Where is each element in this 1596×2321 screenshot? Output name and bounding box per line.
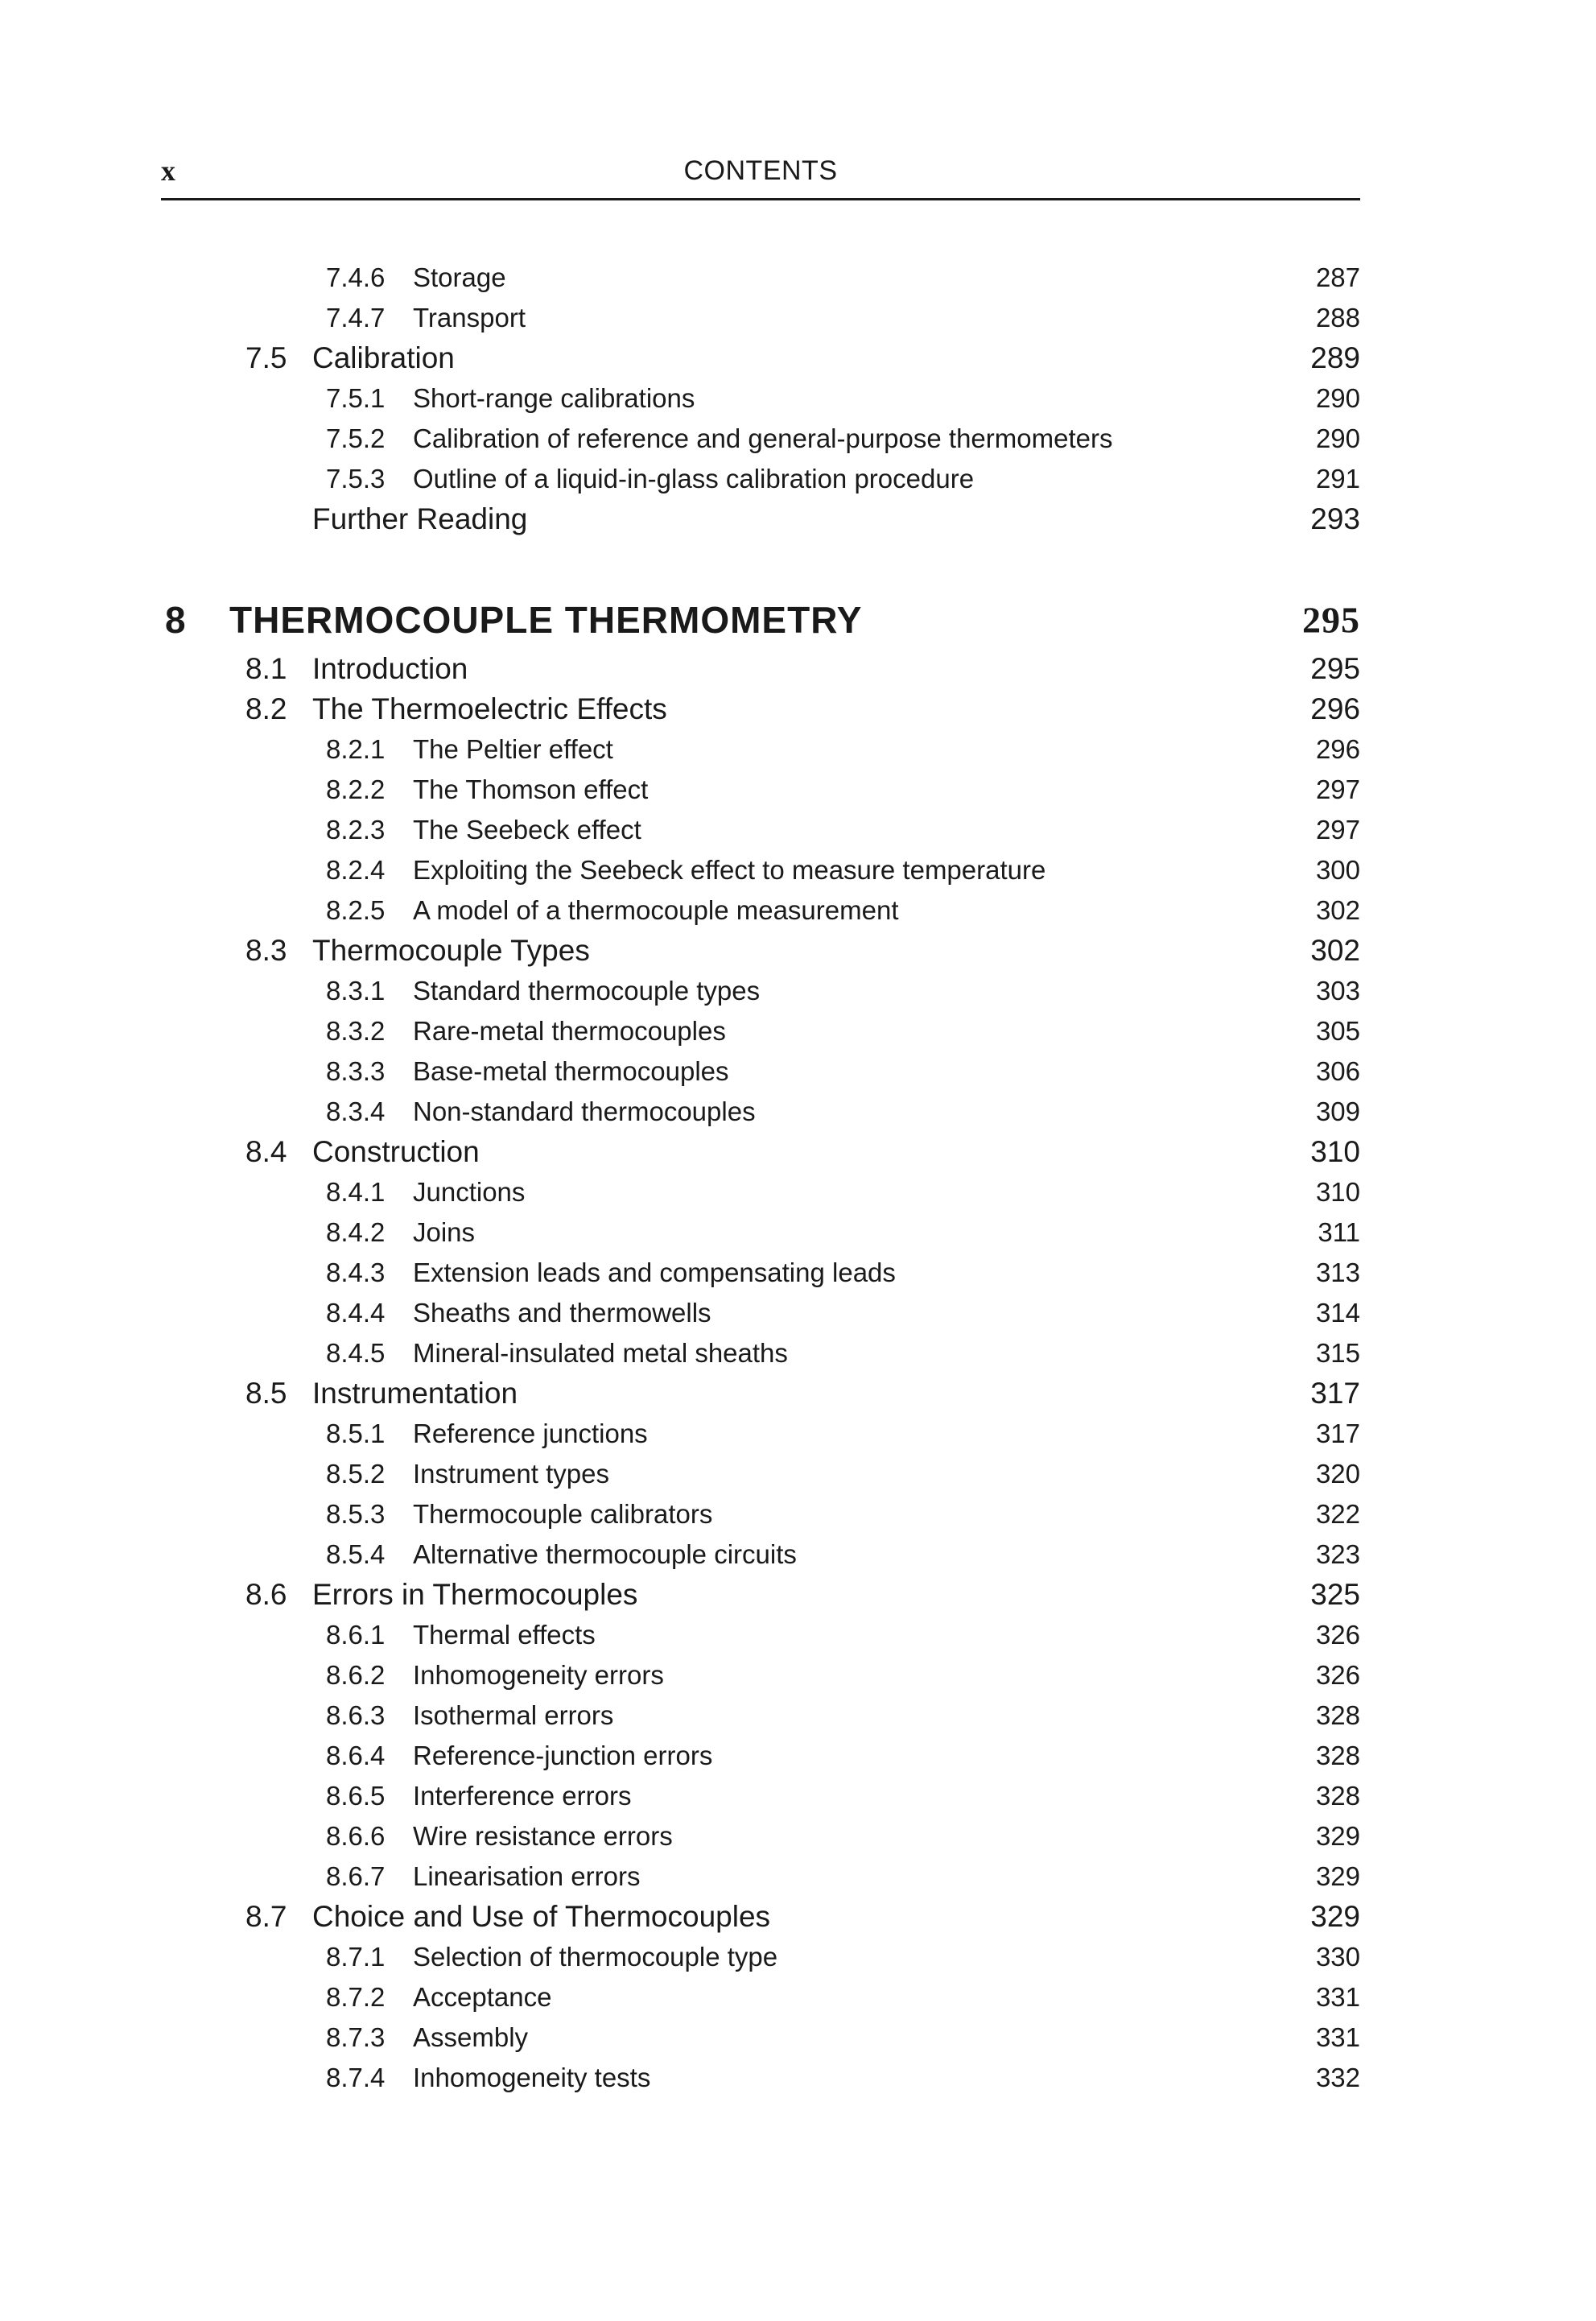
entry-page-number: 305 bbox=[1315, 1016, 1360, 1046]
entry-page-number: 322 bbox=[1315, 1499, 1360, 1529]
entry-page-number: 289 bbox=[1310, 341, 1360, 374]
entry-page-number: 331 bbox=[1315, 2022, 1360, 2052]
toc-subsection-entry bbox=[161, 2058, 1360, 2098]
toc-section-entry bbox=[161, 1132, 1360, 1172]
entry-title: Introduction bbox=[312, 652, 468, 685]
entry-title: Acceptance bbox=[413, 1982, 552, 2012]
toc-subsection-entry bbox=[161, 1172, 1360, 1212]
chapter-spacer bbox=[161, 539, 1360, 597]
toc-subsection-entry bbox=[161, 1494, 1360, 1534]
entry-number: 8.6.2 bbox=[326, 1660, 386, 1690]
entry-title: Thermocouple Types bbox=[312, 934, 590, 967]
entry-title: Storage bbox=[413, 262, 506, 292]
entry-number: 8.3.4 bbox=[326, 1096, 386, 1126]
chapter-page-number: 295 bbox=[1302, 599, 1360, 641]
entry-page-number: 311 bbox=[1318, 1217, 1360, 1247]
entry-number: 8.6.6 bbox=[326, 1821, 386, 1851]
entry-title: Wire resistance errors bbox=[413, 1821, 673, 1851]
entry-number: 8.7 bbox=[245, 1900, 287, 1933]
entry-page-number: 302 bbox=[1310, 934, 1360, 967]
toc-subsection-entry bbox=[161, 1977, 1360, 2017]
entry-title: Sheaths and thermowells bbox=[413, 1298, 711, 1328]
entry-page-number: 302 bbox=[1315, 895, 1360, 925]
entry-title: Outline of a liquid-in-glass calibration procedure bbox=[413, 464, 975, 494]
toc-section-entry bbox=[161, 338, 1360, 378]
toc-section-entry bbox=[161, 689, 1360, 729]
toc-subsection-entry bbox=[161, 850, 1360, 890]
toc-subsection-entry bbox=[161, 258, 1360, 298]
entry-page-number: 325 bbox=[1310, 1578, 1360, 1611]
entry-number: 8.7.4 bbox=[326, 2063, 386, 2092]
toc-subsection-entry bbox=[161, 1937, 1360, 1977]
toc-section-entry bbox=[161, 931, 1360, 971]
entry-title: A model of a thermocouple measurement bbox=[413, 895, 899, 925]
entry-page-number: 330 bbox=[1315, 1942, 1360, 1972]
entry-number: 8.2.4 bbox=[326, 855, 386, 885]
running-header bbox=[161, 153, 1360, 200]
entry-title: Thermocouple calibrators bbox=[413, 1499, 713, 1529]
entry-title: Calibration of reference and general-purpose thermometers bbox=[413, 423, 1113, 453]
entry-page-number: 288 bbox=[1315, 303, 1360, 332]
toc-section-entry bbox=[161, 1897, 1360, 1937]
entry-title: Standard thermocouple types bbox=[413, 976, 761, 1006]
entry-title: Alternative thermocouple circuits bbox=[413, 1539, 797, 1569]
entry-page-number: 303 bbox=[1315, 976, 1360, 1006]
entry-page-number: 310 bbox=[1315, 1177, 1360, 1207]
toc-subsection-entry bbox=[161, 1212, 1360, 1253]
entry-page-number: 326 bbox=[1315, 1660, 1360, 1690]
toc-subsection-entry bbox=[161, 378, 1360, 419]
entry-number: 8.2.5 bbox=[326, 895, 386, 925]
entry-number: 8.4.5 bbox=[326, 1338, 386, 1368]
entry-page-number: 323 bbox=[1315, 1539, 1360, 1569]
entry-page-number: 297 bbox=[1315, 774, 1360, 804]
entry-title: Instrumentation bbox=[312, 1377, 518, 1410]
toc-section-entry bbox=[161, 499, 1360, 539]
toc-section-entry bbox=[161, 649, 1360, 689]
entry-number: 8.6.4 bbox=[326, 1741, 386, 1770]
entry-number: 8.4.4 bbox=[326, 1298, 386, 1328]
entry-title: The Thomson effect bbox=[413, 774, 649, 804]
entry-number: 8.7.3 bbox=[326, 2022, 386, 2052]
entry-number: 8.2.3 bbox=[326, 815, 386, 845]
toc-subsection-entry bbox=[161, 459, 1360, 499]
entry-title: Construction bbox=[312, 1135, 480, 1168]
entry-number: 8.3.1 bbox=[326, 976, 386, 1006]
entry-number: 8.5.1 bbox=[326, 1419, 386, 1448]
entry-page-number: 309 bbox=[1315, 1096, 1360, 1126]
entry-page-number: 329 bbox=[1315, 1861, 1360, 1891]
toc-subsection-entry bbox=[161, 1011, 1360, 1051]
entry-number: 8.5.2 bbox=[326, 1459, 386, 1489]
entry-page-number: 314 bbox=[1315, 1298, 1360, 1328]
toc-subsection-entry bbox=[161, 1092, 1360, 1132]
entry-page-number: 328 bbox=[1315, 1781, 1360, 1811]
toc-subsection-entry bbox=[161, 890, 1360, 931]
entry-page-number: 300 bbox=[1315, 855, 1360, 885]
entry-number: 8.5 bbox=[245, 1377, 287, 1410]
toc-subsection-entry bbox=[161, 1253, 1360, 1293]
toc-subsection-entry bbox=[161, 971, 1360, 1011]
entry-page-number: 310 bbox=[1310, 1135, 1360, 1168]
entry-page-number: 328 bbox=[1315, 1741, 1360, 1770]
entry-title: Base-metal thermocouples bbox=[413, 1056, 729, 1086]
toc-subsection-entry bbox=[161, 1655, 1360, 1695]
entry-title: Joins bbox=[413, 1217, 476, 1247]
entry-title: Reference junctions bbox=[413, 1419, 648, 1448]
toc-subsection-entry bbox=[161, 298, 1360, 338]
entry-number: 8.4 bbox=[245, 1135, 287, 1168]
entry-number: 7.4.6 bbox=[326, 262, 386, 292]
entry-title: Interference errors bbox=[413, 1781, 632, 1811]
entry-page-number: 290 bbox=[1315, 383, 1360, 413]
entry-page-number: 313 bbox=[1315, 1258, 1360, 1287]
entry-title: Further Reading bbox=[312, 502, 528, 535]
toc-subsection-entry bbox=[161, 1051, 1360, 1092]
entry-title: Instrument types bbox=[413, 1459, 609, 1489]
entry-number: 7.5 bbox=[245, 341, 287, 374]
toc-subsection-entry bbox=[161, 1776, 1360, 1816]
toc-subsection-entry bbox=[161, 1534, 1360, 1575]
toc-subsection-entry bbox=[161, 1293, 1360, 1333]
entry-title: Extension leads and compensating leads bbox=[413, 1258, 896, 1287]
entry-number: 8.6 bbox=[245, 1578, 287, 1611]
entry-title: Exploiting the Seebeck effect to measure temperature bbox=[413, 855, 1046, 885]
toc-subsection-entry bbox=[161, 1695, 1360, 1736]
table-of-contents bbox=[161, 258, 1360, 2098]
entry-number: 7.5.2 bbox=[326, 423, 386, 453]
entry-title: Thermal effects bbox=[413, 1620, 596, 1650]
entry-number: 8.4.2 bbox=[326, 1217, 386, 1247]
entry-title: Junctions bbox=[413, 1177, 526, 1207]
entry-number: 7.5.1 bbox=[326, 383, 386, 413]
entry-title: The Peltier effect bbox=[413, 734, 613, 764]
chapter-title: THERMOCOUPLE THERMOMETRY bbox=[229, 599, 863, 641]
entry-title: Inhomogeneity errors bbox=[413, 1660, 664, 1690]
toc-subsection-entry bbox=[161, 1454, 1360, 1494]
entry-number: 8.6.3 bbox=[326, 1700, 386, 1730]
toc-subsection-entry bbox=[161, 729, 1360, 770]
entry-title: Isothermal errors bbox=[413, 1700, 614, 1730]
chapter-number: 8 bbox=[165, 599, 187, 641]
running-title: CONTENTS bbox=[683, 155, 838, 186]
toc-subsection-entry bbox=[161, 810, 1360, 850]
entry-title: Short-range calibrations bbox=[413, 383, 695, 413]
toc-subsection-entry bbox=[161, 1736, 1360, 1776]
entry-number: 8.3.2 bbox=[326, 1016, 386, 1046]
chapter-entries bbox=[161, 649, 1360, 2098]
entry-number: 8.6.5 bbox=[326, 1781, 386, 1811]
entry-title: Inhomogeneity tests bbox=[413, 2063, 651, 2092]
entry-number: 7.4.7 bbox=[326, 303, 386, 332]
entry-page-number: 332 bbox=[1315, 2063, 1360, 2092]
entry-page-number: 287 bbox=[1315, 262, 1360, 292]
chapter-spacer-after bbox=[161, 642, 1360, 649]
entry-page-number: 290 bbox=[1315, 423, 1360, 453]
entry-number: 8.7.1 bbox=[326, 1942, 386, 1972]
entry-number: 8.4.1 bbox=[326, 1177, 386, 1207]
entry-number: 8.3 bbox=[245, 934, 287, 967]
entry-page-number: 329 bbox=[1315, 1821, 1360, 1851]
entry-number: 8.3.3 bbox=[326, 1056, 386, 1086]
entry-title: Rare-metal thermocouples bbox=[413, 1016, 726, 1046]
page-folio: x bbox=[161, 155, 175, 187]
toc-section-entry bbox=[161, 1575, 1360, 1615]
entry-page-number: 293 bbox=[1310, 502, 1360, 535]
entry-page-number: 326 bbox=[1315, 1620, 1360, 1650]
toc-subsection-entry bbox=[161, 1856, 1360, 1897]
toc-section-entry bbox=[161, 1373, 1360, 1414]
entry-page-number: 317 bbox=[1310, 1377, 1360, 1410]
entry-number: 8.5.3 bbox=[326, 1499, 386, 1529]
entry-title: Calibration bbox=[312, 341, 455, 374]
toc-subsection-entry bbox=[161, 1414, 1360, 1454]
entry-title: Mineral-insulated metal sheaths bbox=[413, 1338, 788, 1368]
entry-title: Reference-junction errors bbox=[413, 1741, 713, 1770]
entry-title: Selection of thermocouple type bbox=[413, 1942, 778, 1972]
entry-page-number: 297 bbox=[1315, 815, 1360, 845]
entry-number: 8.2.2 bbox=[326, 774, 386, 804]
entry-number: 8.7.2 bbox=[326, 1982, 386, 2012]
entry-page-number: 306 bbox=[1315, 1056, 1360, 1086]
entry-number: 8.1 bbox=[245, 652, 287, 685]
entry-page-number: 331 bbox=[1315, 1982, 1360, 2012]
entry-title: Transport bbox=[413, 303, 526, 332]
toc-subsection-entry bbox=[161, 770, 1360, 810]
toc-subsection-entry bbox=[161, 419, 1360, 459]
chapter-heading bbox=[161, 597, 1360, 642]
entry-page-number: 328 bbox=[1315, 1700, 1360, 1730]
entry-number: 7.5.3 bbox=[326, 464, 386, 494]
entry-title: Non-standard thermocouples bbox=[413, 1096, 756, 1126]
toc-subsection-entry bbox=[161, 2017, 1360, 2058]
entry-number: 8.2.1 bbox=[326, 734, 386, 764]
entry-number: 8.5.4 bbox=[326, 1539, 386, 1569]
entry-number: 8.2 bbox=[245, 692, 287, 725]
entry-number: 8.4.3 bbox=[326, 1258, 386, 1287]
toc-subsection-entry bbox=[161, 1816, 1360, 1856]
continued-entries bbox=[161, 258, 1360, 539]
entry-page-number: 296 bbox=[1315, 734, 1360, 764]
entry-number: 8.6.7 bbox=[326, 1861, 386, 1891]
entry-page-number: 296 bbox=[1310, 692, 1360, 725]
entry-title: Errors in Thermocouples bbox=[312, 1578, 638, 1611]
entry-page-number: 329 bbox=[1310, 1900, 1360, 1933]
toc-subsection-entry bbox=[161, 1333, 1360, 1373]
entry-page-number: 291 bbox=[1315, 464, 1360, 494]
entry-title: Choice and Use of Thermocouples bbox=[312, 1900, 771, 1933]
entry-title: The Seebeck effect bbox=[413, 815, 641, 845]
entry-title: The Thermoelectric Effects bbox=[312, 692, 667, 725]
entry-page-number: 320 bbox=[1315, 1459, 1360, 1489]
entry-page-number: 315 bbox=[1315, 1338, 1360, 1368]
entry-number: 8.6.1 bbox=[326, 1620, 386, 1650]
toc-subsection-entry bbox=[161, 1615, 1360, 1655]
entry-page-number: 295 bbox=[1310, 652, 1360, 685]
entry-title: Assembly bbox=[413, 2022, 529, 2052]
entry-title: Linearisation errors bbox=[413, 1861, 641, 1891]
entry-page-number: 317 bbox=[1315, 1419, 1360, 1448]
